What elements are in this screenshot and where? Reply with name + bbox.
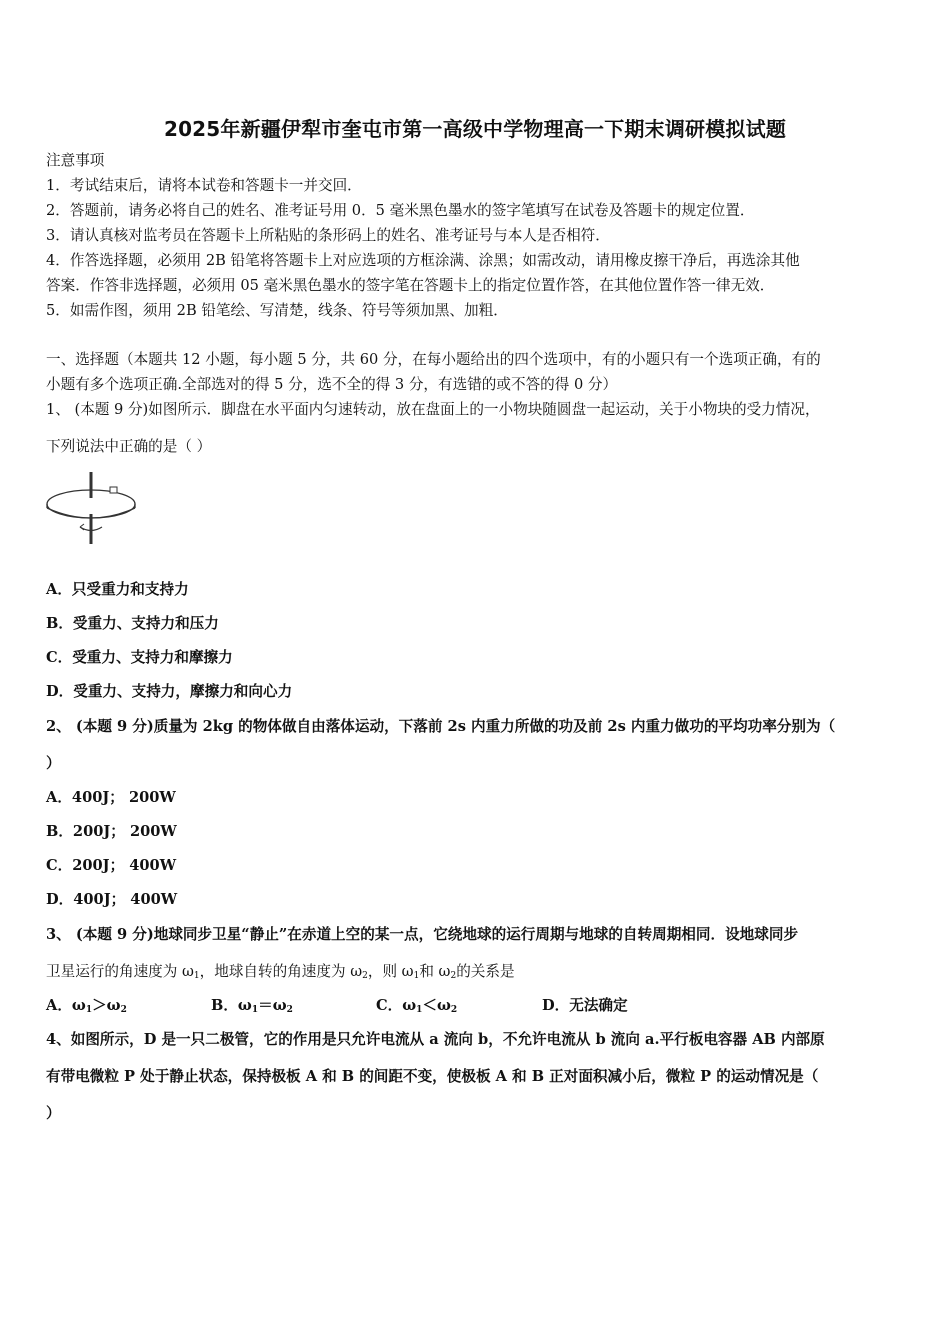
- question-4-stem-cont: ）: [46, 1105, 61, 1122]
- note-item: 5．如需作图，须用 2B 铅笔绘、写清楚，线条、符号等须加黑、加粗．: [46, 302, 508, 319]
- notes-heading: 注意事项: [46, 152, 105, 169]
- question-1-option[interactable]: C．受重力、支持力和摩擦力: [46, 649, 233, 666]
- question-3-option-a[interactable]: A．$\omega_1>\omega_2$: [46, 997, 127, 1015]
- question-3-option-c[interactable]: C．$\omega_1<\omega_2$: [376, 997, 458, 1015]
- question-1-option[interactable]: D．受重力、支持力，摩擦力和向心力: [46, 683, 293, 700]
- section-header-cont: 小题有多个选项正确.全部选对的得 5 分，选不全的得 3 分，有选错的或不答的得 0 分）: [46, 376, 618, 393]
- note-item: 1．考试结束后，请将本试卷和答题卡一并交回．: [46, 177, 362, 194]
- question-4-stem: 4、如图所示，D 是一只二极管，它的作用是只允许电流从 a 流向 b，不允许电流从 b 流向 a.平行板电容器 AB 内部原: [46, 1031, 825, 1048]
- question-3-option-b[interactable]: B．$\omega_1=\omega_2$: [211, 997, 293, 1015]
- page-title: 2025年新疆伊犁市奎屯市第一高级中学物理高一下期末调研模拟试题: [163, 117, 787, 141]
- note-item: 答案．作答非选择题，必须用 05 毫米黑色墨水的签字笔在答题卡上的指定位置作答，在其他位置作答一律无效．: [46, 277, 775, 294]
- question-3-option-d[interactable]: D．无法确定: [542, 997, 628, 1014]
- question-3-stem-cont: 卫星运行的角速度为 $\omega_1$，地球自转的角速度为 $\omega_2$，则 $\omega_1$和 $\omega_2$的关系是: [46, 963, 515, 981]
- question-2-stem-cont: ）: [46, 755, 61, 772]
- question-4-stem-cont: 有带电微粒 P 处于静止状态，保持极板 A 和 B 的间距不变，使极板 A 和 B 正对面积减小后，微粒 P 的运动情况是（: [46, 1068, 819, 1085]
- question-1-option[interactable]: A．只受重力和支持力: [46, 581, 189, 598]
- turntable-figure: [44, 470, 139, 548]
- question-1-stem: 1、 (本题 9 分)如图所示．脚盘在水平面内匀速转动，放在盘面上的一小物块随圆盘一起运动，关于小物块的受力情况，: [46, 401, 820, 418]
- note-item: 3．请认真核对监考员在答题卡上所粘贴的条形码上的姓名、准考证号与本人是否相符．: [46, 227, 610, 244]
- question-3-stem: 3、 (本题 9 分)地球同步卫星“静止”在赤道上空的某一点，它绕地球的运行周期与地球的自转周期相同．设地球同步: [46, 926, 799, 943]
- question-2-option[interactable]: A．400J； 200W: [46, 789, 176, 806]
- section-header: 一、选择题（本题共 12 小题，每小题 5 分，共 60 分，在每小题给出的四个选项中，有的小题只有一个选项正确，有的: [46, 351, 821, 368]
- question-2-option[interactable]: B．200J； 200W: [46, 823, 177, 840]
- question-2-stem: 2、 (本题 9 分)质量为 2kg 的物体做自由落体运动，下落前 2s 内重力所做的功及前 2s 内重力做功的平均功率分别为（: [46, 718, 836, 735]
- note-item: 2．答题前，请务必将自己的姓名、准考证号用 0．5 毫米黑色墨水的签字笔填写在试卷及答题卡的规定位置．: [46, 202, 755, 219]
- question-2-option[interactable]: C．200J； 400W: [46, 857, 177, 874]
- question-1-option[interactable]: B．受重力、支持力和压力: [46, 615, 219, 632]
- note-item: 4．作答选择题，必须用 2B 铅笔将答题卡上对应选项的方框涂满、涂黑；如需改动，请用橡皮擦干净后，再选涂其他: [46, 252, 800, 269]
- question-1-stem-cont: 下列说法中正确的是（ ）: [46, 438, 212, 455]
- question-2-option[interactable]: D．400J； 400W: [46, 891, 178, 908]
